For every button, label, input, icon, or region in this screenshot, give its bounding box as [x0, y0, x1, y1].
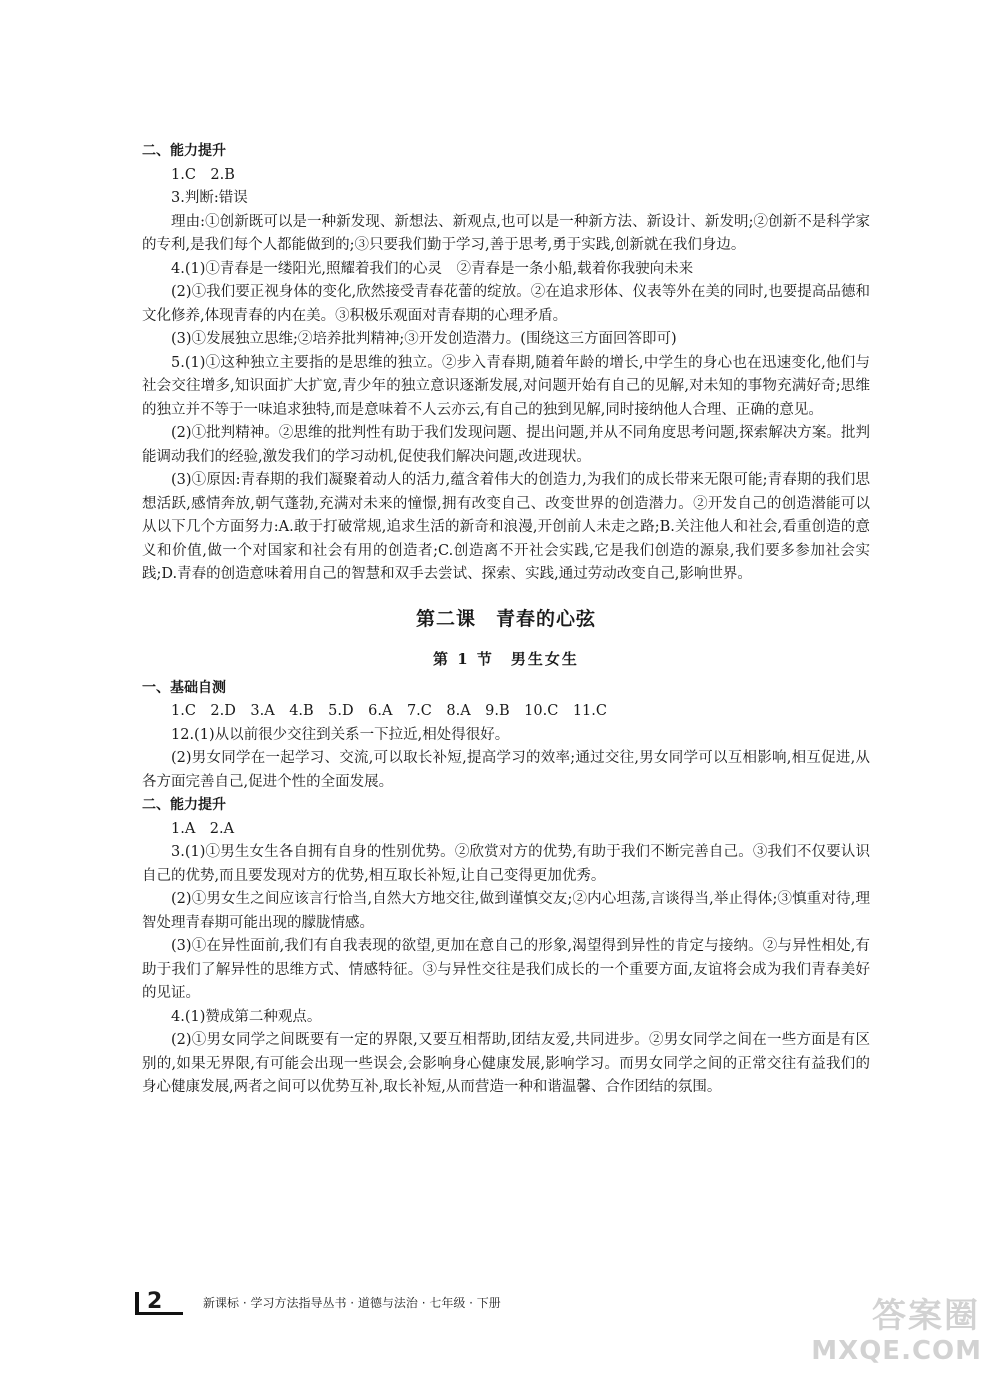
watermark-text: 答案圈	[872, 1296, 980, 1336]
answer-paragraph: 4.(1)赞成第二种观点。	[171, 1008, 322, 1025]
page-footer	[135, 1289, 565, 1314]
answer-paragraph: 5.(1)①这种独立主要指的是思维的独立。②步入青春期,随着年龄的增长,中学生的身心也在迅速变化,他们与社会交往增多,知识面扩大扩宽,青少年的独立意识逐渐发展,对问题开始有自己的见解,对未知的事物充满好奇;思维的独立并不等于一味追求独特,而是意味着不人云亦云,有自己的独到见解,同时接纳他人合理、正确的意见。	[142, 354, 870, 418]
answer-paragraph: 3.(1)①男生女生各自拥有自身的性别优势。②欣赏对方的优势,有助于我们不断完善自己。③我们不仅要认识自己的优势,而且要发现对方的优势,相互取长补短,让自己变得更加优秀。	[142, 844, 870, 884]
answer-line: 1.A 2.A	[171, 820, 235, 837]
answer-paragraph: 12.(1)从以前很少交往到关系一下拉近,相处得很好。	[171, 726, 510, 743]
page-number: 2	[147, 1289, 163, 1314]
answer-line: 1.C 2.B	[171, 166, 235, 183]
answer-paragraph: (2)①批判精神。②思维的批判性有助于我们发现问题、提出问题,并从不同角度思考问题,探索解决方案。批判能调动我们的经验,激发我们的学习动机,促使我们解决问题,改进现状。	[142, 425, 870, 465]
section-heading: 二、能力提升	[142, 797, 226, 813]
answer-paragraph: (3)①原因:青春期的我们凝聚着动人的活力,蕴含着伟大的创造力,为我们的成长带来无限可能;青春期的我们思想活跃,感情奔放,朝气蓬勃,充满对未来的憧憬,拥有改变自己、改变世界的创造潜力。②开发自己的创造潜能可以从以下几个方面努力:A.敢于打破常规,追求生活的新奇和浪漫,开创前人未走之路;B.关注他人和社会,看重创造的意义和价值,做一个对国家和社会有用的创造者;C.创造离不开社会实践,它是我们创造的源泉,我们要多参加社会实践;D.青春的创造意味着用自己的智慧和双手去尝试、探索、实践,通过劳动改变自己,影响世界。	[142, 472, 870, 582]
answer-paragraph: (3)①发展独立思维;②培养批判精神;③开发创造潜力。(围绕这三方面回答即可)	[171, 331, 677, 347]
answer-paragraph: (2)①我们要正视身体的变化,欣然接受青春花蕾的绽放。②在追求形体、仪表等外在美的同时,也要提高品德和文化修养,体现青春的内在美。③积极乐观面对青春期的心理矛盾。	[142, 284, 870, 324]
answer-paragraph: (3)①在异性面前,我们有自我表现的欲望,更加在意自己的形象,渴望得到异性的肯定与接纳。②与异性相处,有助于我们了解异性的思维方式、情感特征。③与异性交往是我们成长的一个重要方面,友谊将会成为我们青春美好的见证。	[142, 938, 870, 1001]
lesson-title: 第二课 青春的心弦	[415, 607, 596, 630]
answer-paragraph: (2)男女同学在一起学习、交流,可以取长补短,提高学习的效率;通过交往,男女同学可以互相影响,相互促进,从各方面完善自己,促进个性的全面发展。	[142, 750, 870, 790]
answer-line: 3.判断:错误	[171, 190, 248, 206]
answer-paragraph: 理由:①创新既可以是一种新发现、新想法、新观点,也可以是一种新方法、新设计、新发明;②创新不是科学家的专利,是我们每个人都能做到的;③只要我们勤于学习,善于思考,勇于实践,创新就在我们身边。	[142, 213, 870, 253]
section-heading: 二、能力提升	[142, 143, 226, 159]
section-title: 第 1 节 男生女生	[433, 649, 579, 668]
series-title: 新课标 · 学习方法指导丛书 · 道德与法治 · 七年级 · 下册	[203, 1296, 501, 1310]
watermark-url: MXQE.COM	[811, 1336, 982, 1366]
watermark-logo	[811, 1288, 990, 1372]
footer-bar	[135, 1292, 139, 1314]
section-heading: 一、基础自测	[142, 679, 226, 696]
answer-paragraph: (2)①男女生之间应该言行恰当,自然大方地交往,做到谨慎交友;②内心坦荡,言谈得当,举止得体;③慎重对待,理智处理青春期可能出现的朦胧情感。	[142, 891, 870, 931]
answer-paragraph: (2)①男女同学之间既要有一定的界限,又要互相帮助,团结友爱,共同进步。②男女同学之间在一些方面是有区别的,如果无界限,有可能会出现一些误会,会影响身心健康发展,影响学习。而男女同学之间的正常交往有益我们的身心健康发展,两者之间可以优势互补,取长补短,从而营造一种和谐温馨、合作团结的氛围。	[142, 1032, 870, 1095]
answer-paragraph: 4.(1)①青春是一缕阳光,照耀着我们的心灵 ②青春是一条小船,载着你我驶向未来	[171, 260, 694, 277]
page-content	[142, 140, 870, 1100]
answer-line: 1.C 2.D 3.A 4.B 5.D 6.A 7.C 8.A 9.B 10.C 11.C	[171, 703, 607, 719]
